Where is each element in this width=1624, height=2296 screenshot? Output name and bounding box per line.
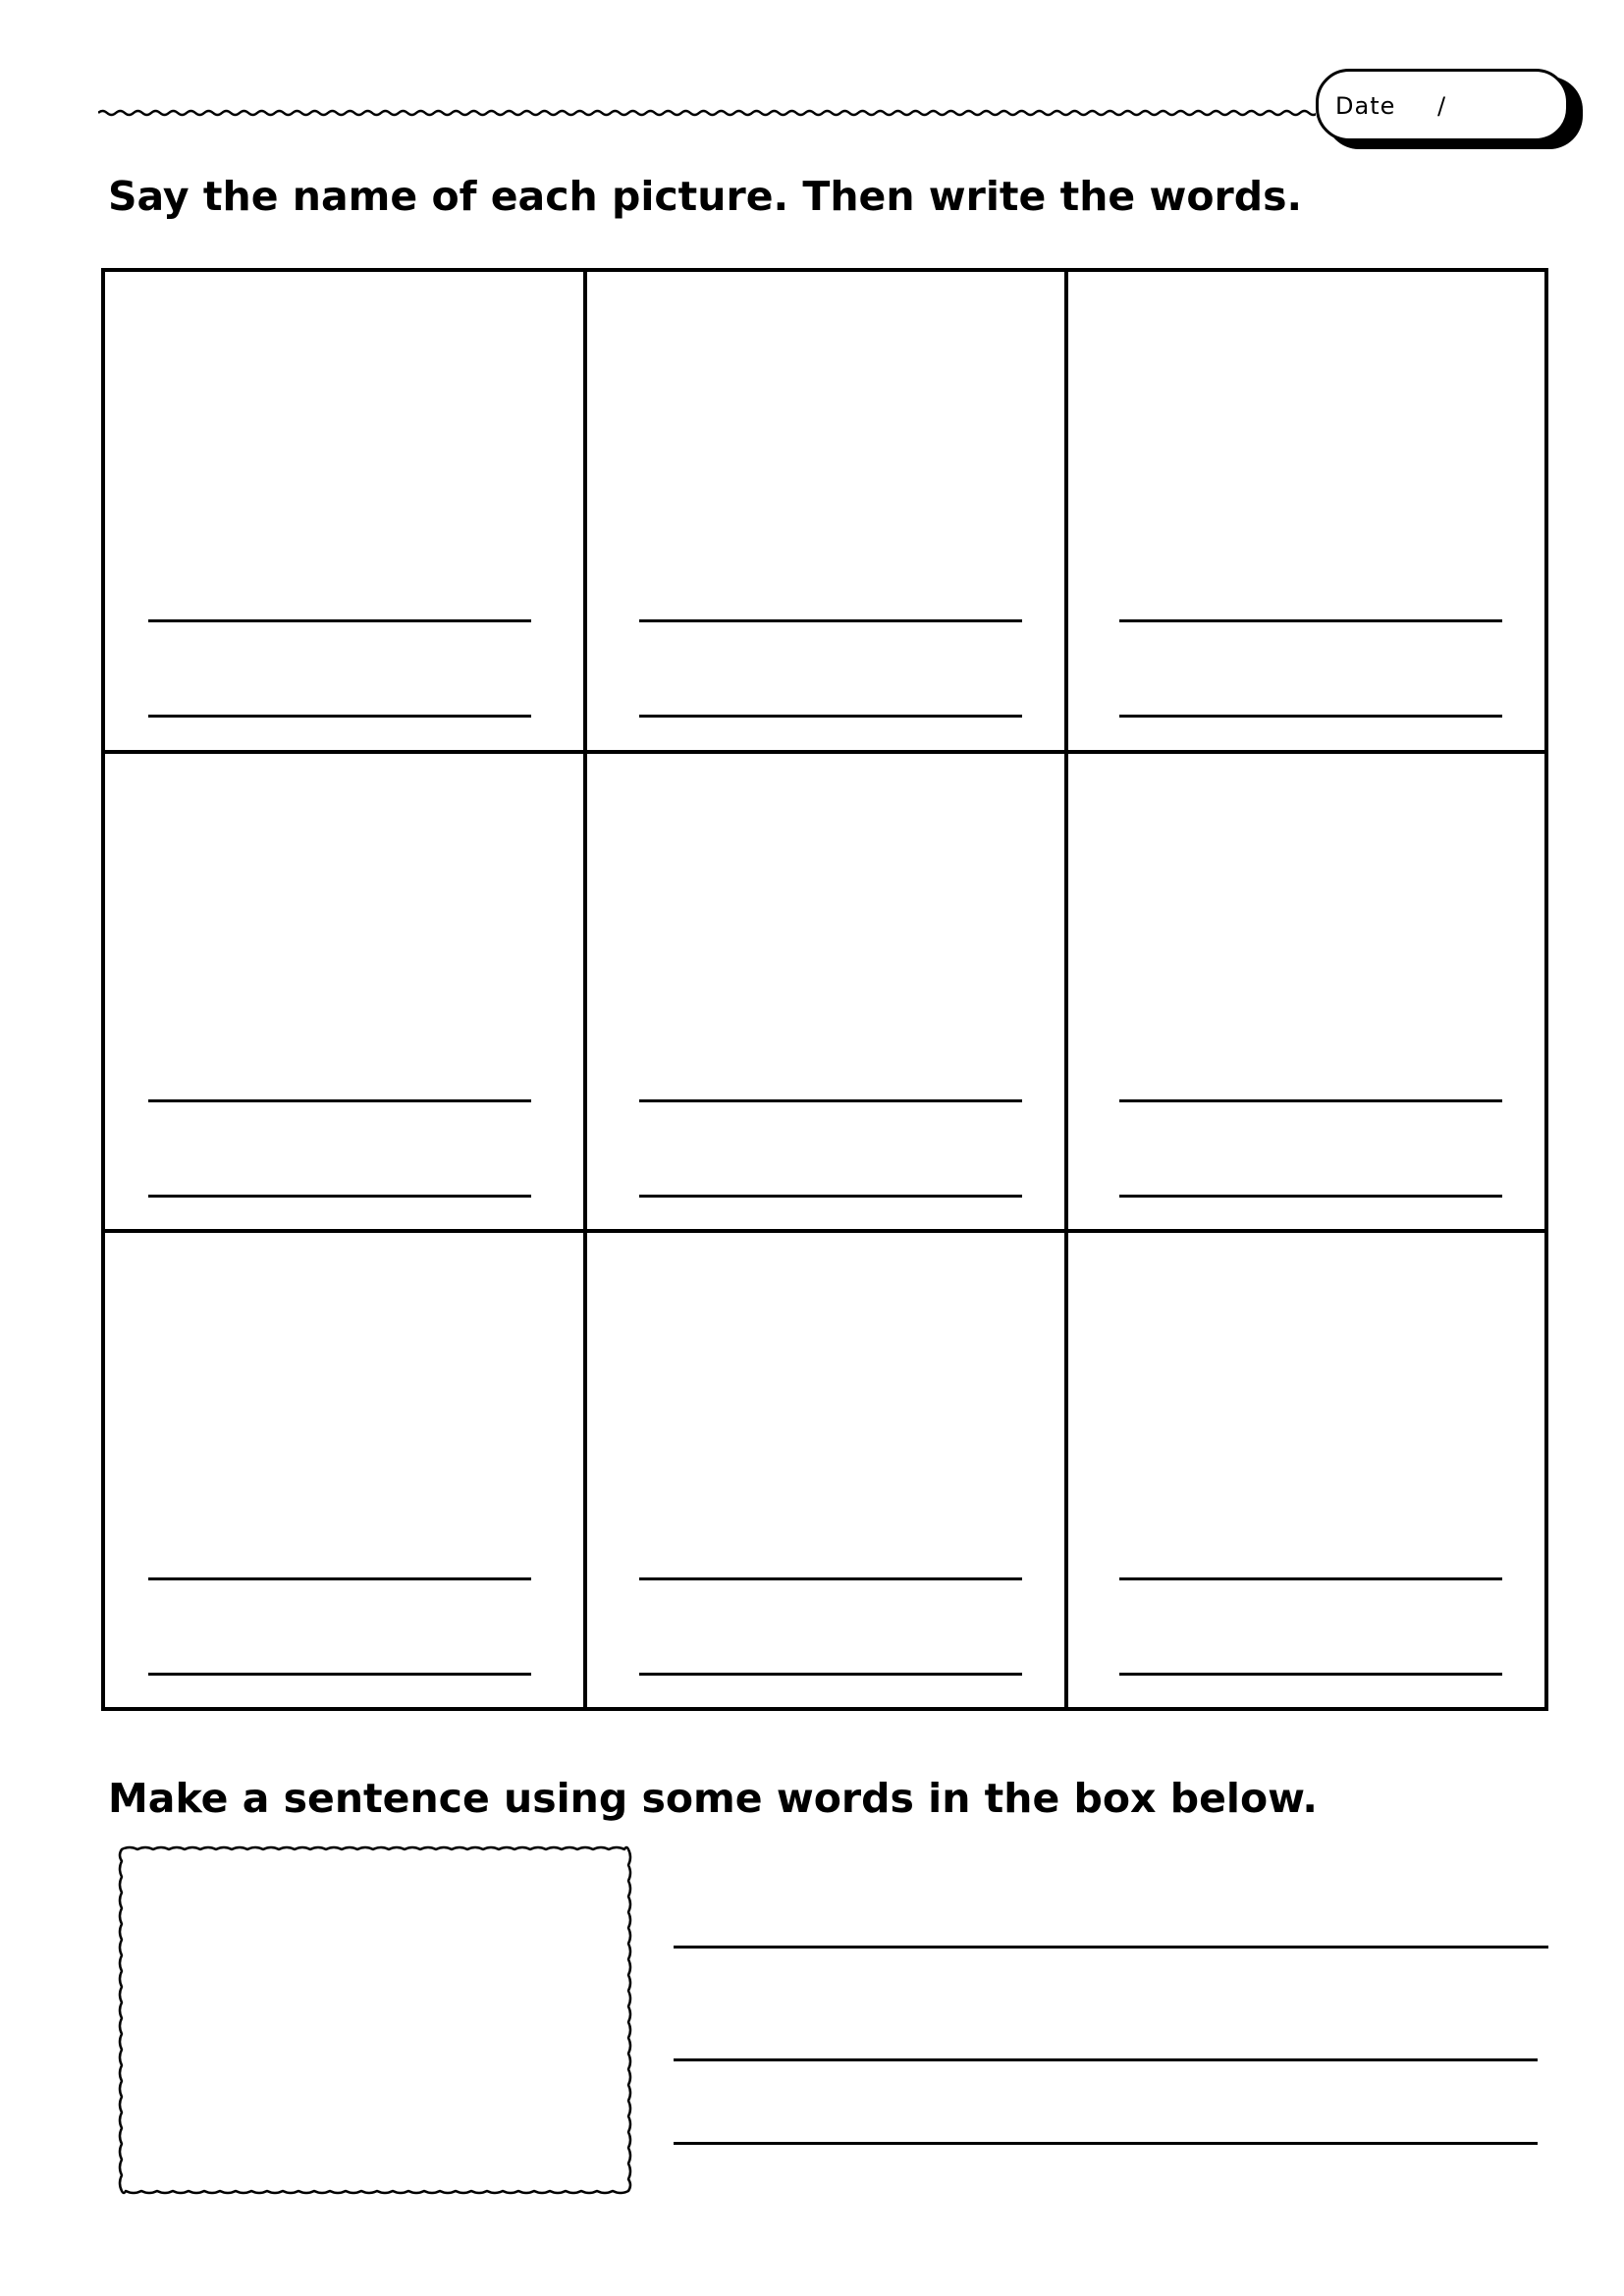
date-label: Date <box>1335 92 1396 120</box>
sentence-line[interactable] <box>674 2142 1538 2145</box>
write-line[interactable] <box>148 715 531 718</box>
write-line[interactable] <box>148 1577 531 1580</box>
picture-cell <box>1067 272 1547 751</box>
header-wavy-rule <box>98 98 1316 128</box>
picture-cell <box>105 1232 585 1711</box>
write-line[interactable] <box>639 1099 1022 1102</box>
picture-cell <box>586 753 1066 1232</box>
picture-cell <box>105 753 585 1232</box>
write-line[interactable] <box>1119 1195 1502 1198</box>
instruction-make-sentence: Make a sentence using some words in the box below. <box>108 1775 1318 1822</box>
write-line[interactable] <box>1119 1577 1502 1580</box>
date-separator: / <box>1437 92 1446 120</box>
picture-cell <box>105 272 585 751</box>
write-line[interactable] <box>148 1195 531 1198</box>
sentence-line[interactable] <box>674 2058 1538 2061</box>
picture-cell <box>586 1232 1066 1711</box>
write-line[interactable] <box>639 1577 1022 1580</box>
word-box[interactable] <box>114 1842 636 2199</box>
write-line[interactable] <box>639 1673 1022 1676</box>
write-line[interactable] <box>1119 619 1502 622</box>
write-line[interactable] <box>639 619 1022 622</box>
picture-cell <box>586 272 1066 751</box>
write-line[interactable] <box>639 715 1022 718</box>
write-line[interactable] <box>148 619 531 622</box>
picture-cell <box>1067 1232 1547 1711</box>
write-line[interactable] <box>148 1673 531 1676</box>
write-line[interactable] <box>1119 1099 1502 1102</box>
sentence-line[interactable] <box>674 1946 1548 1949</box>
instruction-write-words: Say the name of each picture. Then write the words. <box>108 173 1303 220</box>
write-line[interactable] <box>639 1195 1022 1198</box>
write-line[interactable] <box>1119 715 1502 718</box>
picture-grid <box>101 268 1548 1711</box>
write-line[interactable] <box>1119 1673 1502 1676</box>
picture-cell <box>1067 753 1547 1232</box>
write-line[interactable] <box>148 1099 531 1102</box>
